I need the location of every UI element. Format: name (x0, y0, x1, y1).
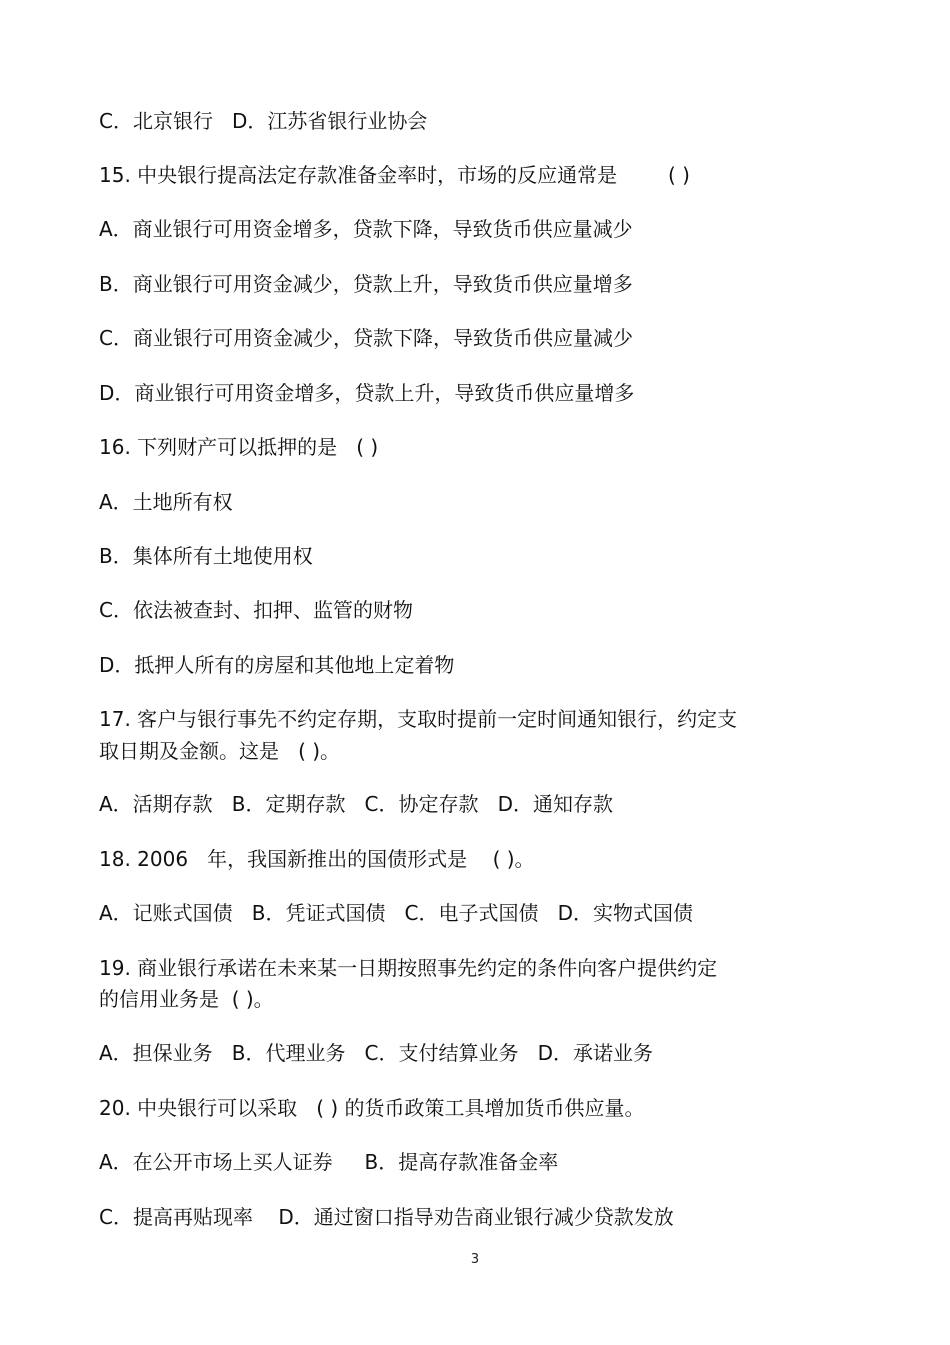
question-15-option-d: D．商业银行可用资金增多，贷款上升，导致货币供应量增多 (99, 381, 635, 405)
question-15-option-b: B．商业银行可用资金减少，贷款上升，导致货币供应量增多 (99, 272, 633, 296)
question-20-options-ab: A．在公开市场上买人证券 B．提高存款准备金率 (99, 1150, 559, 1174)
question-18-options: A．记账式国债 B．凭证式国债 C．电子式国债 D．实物式国债 (99, 901, 693, 925)
question-19-options: A．担保业务 B．代理业务 C．支付结算业务 D．承诺业务 (99, 1041, 653, 1065)
option-line-14cd: C．北京银行 D．江苏省银行业协会 (99, 109, 428, 133)
question-15-option-c: C．商业银行可用资金减少，贷款下降，导致货币供应量减少 (99, 326, 633, 350)
question-17-line-1: 17. 客户与银行事先不约定存期，支取时提前一定时间通知银行，约定支 (99, 707, 738, 731)
question-17-line-2: 取日期及金额。这是 ( )。 (99, 739, 341, 763)
question-16-option-d: D．抵押人所有的房屋和其他地上定着物 (99, 653, 455, 677)
question-20: 20. 中央银行可以采取 ( ) 的货币政策工具增加货币供应量。 (99, 1096, 645, 1120)
question-15: 15. 中央银行提高法定存款准备金率时，市场的反应通常是 ( ) (99, 163, 690, 187)
question-16: 16. 下列财产可以抵押的是 ( ) (99, 435, 379, 459)
question-16-option-a: A．土地所有权 (99, 490, 233, 514)
question-18: 18. 2006 年，我国新推出的国债形式是 ( )。 (99, 847, 535, 871)
question-16-option-b: B．集体所有土地使用权 (99, 544, 313, 568)
question-19-line-2: 的信用业务是 ( )。 (99, 987, 274, 1011)
page-number: 3 (470, 1252, 480, 1267)
question-20-options-cd: C．提高再贴现率 D．通过窗口指导劝告商业银行减少贷款发放 (99, 1205, 674, 1229)
question-17-options: A．活期存款 B．定期存款 C．协定存款 D．通知存款 (99, 792, 613, 816)
question-15-option-a: A．商业银行可用资金增多，贷款下降，导致货币供应量减少 (99, 217, 633, 241)
question-16-option-c: C．依法被查封、扣押、监管的财物 (99, 598, 413, 622)
question-19-line-1: 19. 商业银行承诺在未来某一日期按照事先约定的条件向客户提供约定 (99, 956, 718, 980)
